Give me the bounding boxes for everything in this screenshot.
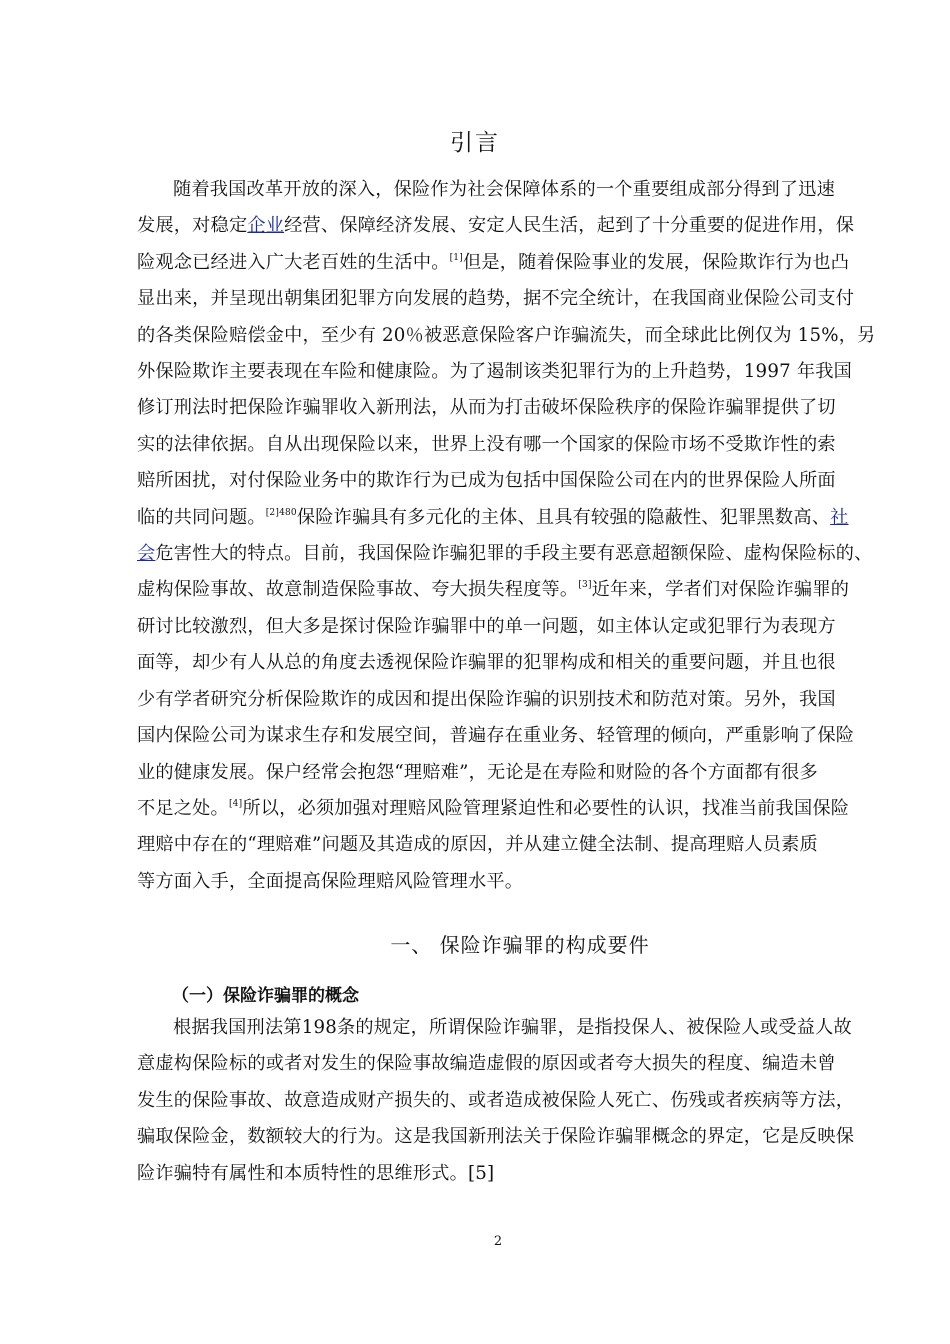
text-line: 不足之处。[4]所以，必须加强对理赔风险管理紧迫性和必要性的认识，找准当前我国保险: [137, 797, 850, 819]
page-title: 引言: [450, 130, 500, 156]
text-line: 外保险欺诈主要表现在车险和健康险。为了遏制该类犯罪行为的上升趋势，1997 年我国: [137, 361, 853, 383]
text-line: 意虚构保险标的或者对发生的保险事故编造虚假的原因或者夸大损失的程度、编造未曾: [137, 1053, 836, 1075]
page-number: 2: [493, 1234, 503, 1249]
citation-ref: [3]: [578, 580, 592, 591]
text-line: 险诈骗特有属性和本质特性的思维形式。[5]: [137, 1162, 495, 1184]
text-line: 随着我国改革开放的深入，保险作为社会保障体系的一个重要组成部分得到了迅速: [173, 179, 835, 200]
text-line: 业的健康发展。保户经常会抱怨“理赔难”，无论是在寿险和财险的各个方面都有很多: [137, 761, 818, 783]
text-line: 会危害性大的特点。目前，我国保险诈骗犯罪的手段主要有恶意超额保险、虚构保险标的、: [137, 543, 873, 565]
citation-ref: [1]: [449, 252, 463, 263]
text-line: 发生的保险事故、故意造成财产损失的、或者造成被保险人死亡、伤残或者疾病等方法，: [137, 1089, 855, 1111]
society-link[interactable]: 会: [137, 543, 156, 565]
text-line: 少有学者研究分析保险欺诈的成因和提出保险诈骗的识别技术和防范对策。另外，我国: [137, 688, 836, 710]
citation-ref: [2]480: [265, 507, 297, 518]
intro-paragraph: [137, 172, 876, 900]
text-line: 等方面入手，全面提高保险理赔风险管理水平。: [137, 870, 524, 892]
text-line: 面等，却少有人从总的角度去透视保险诈骗罪的犯罪构成和相关的重要问题，并且也很: [137, 652, 836, 674]
text-line: 修订刑法时把保险诈骗罪收入新刑法，从而为打击破坏保险秩序的保险诈骗罪提供了切: [137, 397, 836, 419]
subsection-heading: （一）保险诈骗罪的概念: [172, 986, 359, 1006]
text-line: 理赔中存在的“理赔难”问题及其造成的原因，并从建立健全法制、提高理赔人员素质: [137, 834, 818, 856]
text-line: 显出来，并呈现出朝集团犯罪方向发展的趋势，据不完全统计，在我国商业保险公司支付: [137, 288, 855, 310]
text-line: 险观念已经进入广大老百姓的生活中。[1]但是，随着保险事业的发展，保险欺诈行为也凸: [137, 251, 850, 273]
society-link[interactable]: 社: [830, 506, 849, 528]
text-line: 国内保险公司为谋求生存和发展空间，普遍存在重业务、轻管理的倾向，严重影响了保险: [137, 725, 855, 747]
section-heading: 一、 保险诈骗罪的构成要件: [390, 933, 650, 957]
text-line: 研讨比较激烈，但大多是探讨保险诈骗罪中的单一问题，如主体认定或犯罪行为表现方: [137, 615, 836, 637]
text-line: 虚构保险事故、故意制造保险事故、夸大损失程度等。[3]近年来，学者们对保险诈骗罪的: [137, 579, 850, 601]
concept-paragraph: [137, 1010, 863, 1192]
text-line: 骗取保险金，数额较大的行为。这是我国新刑法关于保险诈骗罪概念的界定，它是反映保: [137, 1126, 855, 1148]
enterprise-link[interactable]: 企业: [247, 215, 285, 237]
text-line: 的各类保险赔偿金中，至少有 20％被恶意保险客户诈骗流失，而全球此比例仅为 15%，另: [137, 324, 876, 346]
citation-ref: [4]: [228, 798, 243, 809]
text-line: 赔所困扰，对付保险业务中的欺诈行为已成为包括中国保险公司在内的世界保险人所面: [137, 470, 836, 492]
text-line: 实的法律依据。自从出现保险以来，世界上没有哪一个国家的保险市场不受欺诈性的索: [137, 433, 836, 455]
text-line: 发展，对稳定企业经营、保障经济发展、安定人民生活，起到了十分重要的促进作用，保: [137, 215, 855, 237]
text-line: 临的共同问题。$^{[2]480}$保险诈骗具有多元化的主体、且具有较强的隐蔽性、犯罪黑数高、社: [137, 506, 849, 528]
text-line: 根据我国刑法第198条的规定，所谓保险诈骗罪，是指投保人、被保险人或受益人故: [173, 1017, 852, 1038]
